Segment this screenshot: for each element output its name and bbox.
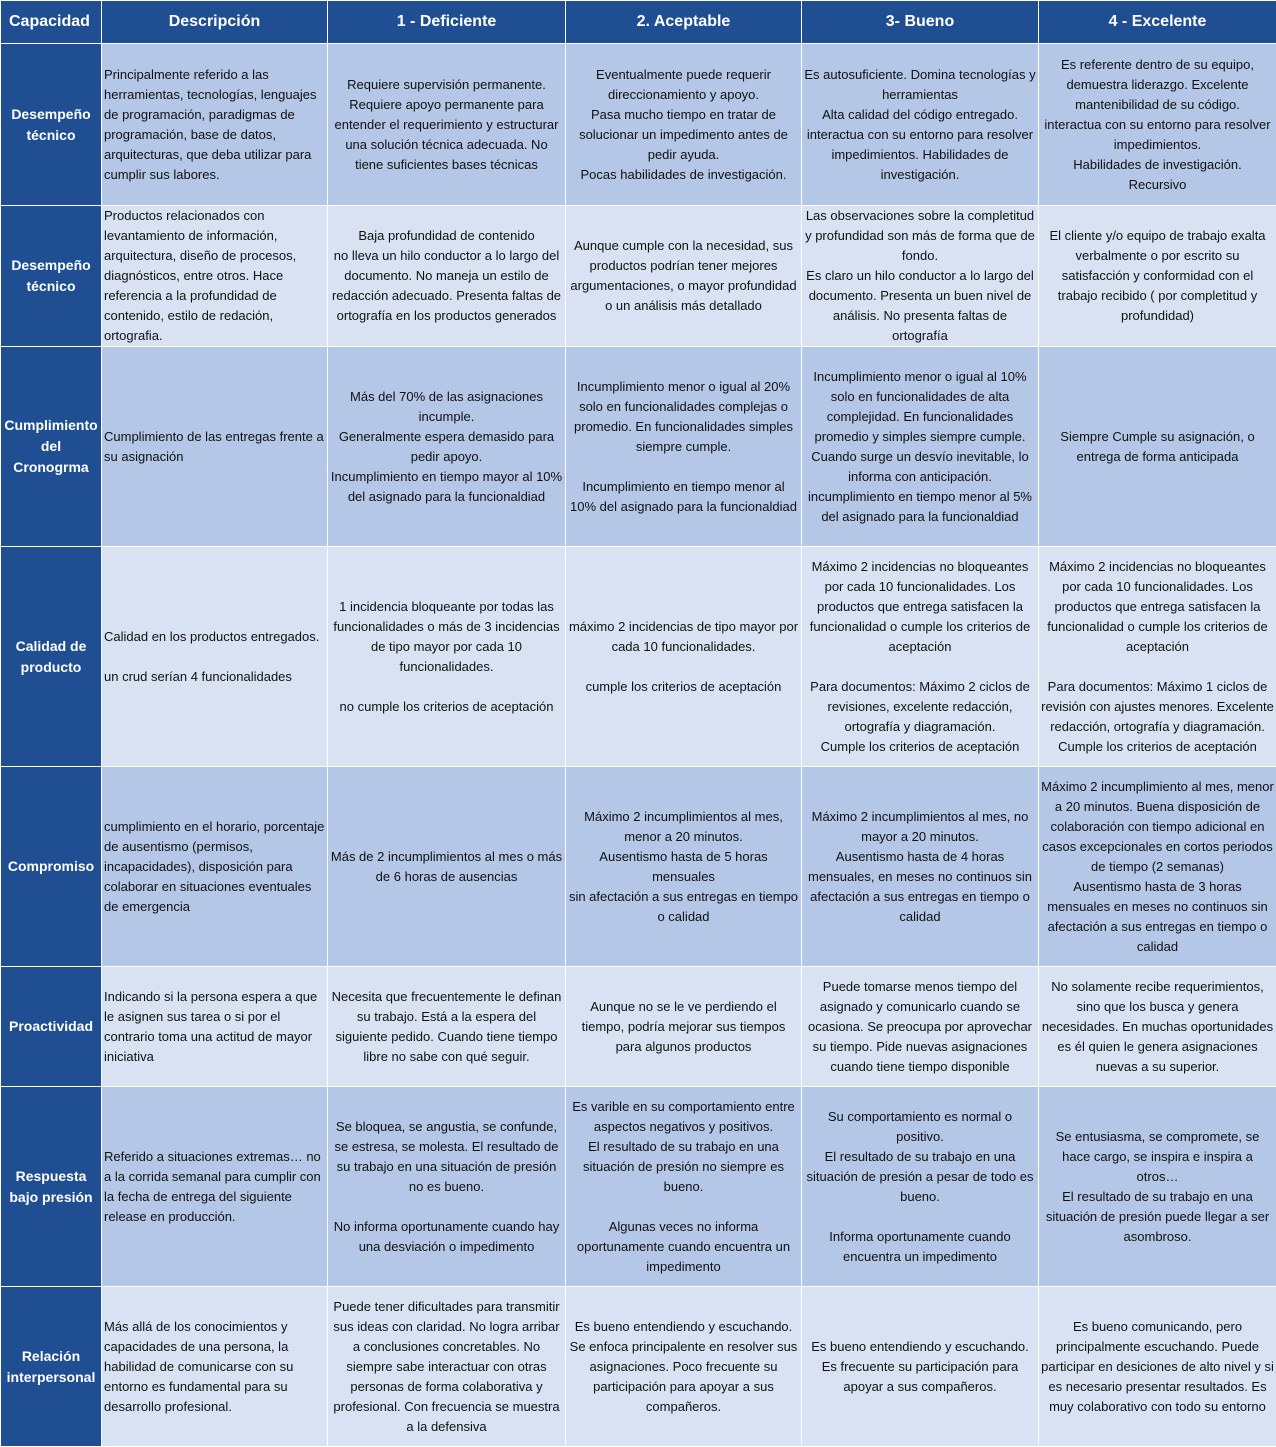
table-row [1,206,1276,347]
level-text: Más de 2 incumplimientos al mes o más de 6 horas de ausencias [330,847,563,887]
table-row [1,1287,1276,1447]
capacity-cell [1,347,102,547]
level-text: Las observaciones sobre la completitud y profundidad son más de forma que de fondo. Es claro un hilo conductor a lo largo del documento. Presenta un buen nivel de análisis. No presenta faltas de ortografía [804,206,1036,346]
level-aceptable-cell [566,1287,802,1447]
level-text: Requiere supervisión permanente. Requiere apoyo permanente para entender el requerimiento y estructurar una solución técnica adecuada. No tiene suficientes bases técnicas [330,75,563,175]
level-text: Es autosuficiente. Domina tecnologías y herramientas Alta calidad del código entregado. interactua con su entorno para resolver impedimientos. Habilidades de investigación. [804,65,1036,185]
header-deficiente: 1 - Deficiente [328,1,566,44]
level-text: Se bloquea, se angustia, se confunde, se estresa, se molesta. El resultado de su trabajo en una situación de presión no es bueno. No informa oportunamente cuando hay una desviación o impedimento [330,1117,563,1257]
capacity-cell [1,1087,102,1287]
level-excelente-cell [1039,347,1276,547]
description-text: Indicando si la persona espera a que le asignen sus tarea o si por el contrario toma una actitud de mayor iniciativa [104,987,325,1067]
level-text: Su comportamiento es normal o positivo. El resultado de su trabajo en una situación de presión a pesar de todo es bueno. Informa oportunamente cuando encuentra un impedimento [804,1107,1036,1267]
level-excelente-cell [1039,44,1276,206]
level-aceptable-cell [566,967,802,1087]
capacity-label: Relación interpersonal [3,1346,99,1388]
header-row [1,1,1276,44]
table-row [1,1087,1276,1287]
level-bueno-cell [802,206,1039,347]
description-text: Cumplimiento de las entregas frente a su asignación [104,427,325,467]
level-text: Incumplimiento menor o igual al 20% solo en funcionalidades complejas o promedio. En funcionalidades simples siempre cumple. Incumplimiento en tiempo menor al 10% del asignado para la funcionaldiad [568,377,799,517]
level-text: Es bueno entendiendo y escuchando. Se enfoca principalente en resolver sus asignaciones. Poco frecuente su participación para apoyar a sus compañeros. [568,1317,799,1417]
level-text: Puede tener dificultades para transmitir sus ideas con claridad. No logra arribar a conclusiones concretables. No siempre sabe interactuar con otras personas de forma colaborativa y profesional. Con frecuencia se muestra a la defensiva [330,1297,563,1437]
capacity-label: Cumplimiento del Cronogrma [3,415,99,478]
level-text: El cliente y/o equipo de trabajo exalta verbalmente o por escrito su satisfacción y conformidad con el trabajo recibido ( por completitud y profundidad) [1041,226,1274,326]
capacity-label: Proactividad [3,1016,99,1037]
level-text: Es referente dentro de su equipo, demuestra liderazgo. Excelente mantenibilidad de su código. interactua con su entorno para resolver impedimientos. Habilidades de investigación. Recursivo [1041,55,1274,195]
level-text: 1 incidencia bloqueante por todas las funcionalidades o más de 3 incidencias de tipo mayor por cada 10 funcionalidades. no cumple los criterios de aceptación [330,597,563,717]
level-text: Máximo 2 incumplimiento al mes, menor a 20 minutos. Buena disposición de colaboración con tiempo adicional en casos excepcionales en cortos periodos de tiempo (2 semanas) Ausentismo hasta de 3 horas mensuales en meses no continuos sin afectación a sus entregas en tiempo o calidad [1041,777,1274,957]
capacity-cell [1,44,102,206]
description-text: Calidad en los productos entregados. un crud serían 4 funcionalidades [104,627,325,687]
table-row [1,967,1276,1087]
level-text: No solamente recibe requerimientos, sino que los busca y genera necesidades. En muchas oportunidades es él quien le genera asignaciones nuevas a su superior. [1041,977,1274,1077]
level-deficiente-cell [328,967,566,1087]
level-text: Necesita que frecuentemente le definan su trabajo. Está a la espera del siguiente pedido. Cuando tiene tiempo libre no sabe con qué seguir. [330,987,563,1067]
level-excelente-cell [1039,767,1276,967]
level-text: Baja profundidad de contenido no lleva un hilo conductor a lo largo del documento. No maneja un estilo de redacción adecuado. Presenta faltas de ortografía en los productos generados [330,226,563,326]
level-bueno-cell [802,347,1039,547]
level-deficiente-cell [328,347,566,547]
level-text: Máximo 2 incidencias no bloqueantes por cada 10 funcionalidades. Los productos que entrega satisfacen la funcionalidad o cumple los criterios de aceptación Para documentos: Máximo 2 ciclos de revisiones, excelente redacción, ortografía y diagramación. Cumple los criterios de aceptación [804,557,1036,757]
level-text: Máximo 2 incumplimientos al mes, menor a 20 minutos. Ausentismo hasta de 5 horas mensuales sin afectación a sus entregas en tiempo o calidad [568,807,799,927]
table-row [1,347,1276,547]
level-bueno-cell [802,767,1039,967]
capacity-cell [1,206,102,347]
level-text: Aunque no se le ve perdiendo el tiempo, podría mejorar sus tiempos para algunos productos [568,997,799,1057]
description-text: Referido a situaciones extremas… no a la corrida semanal para cumplir con la fecha de entrega del siguiente release en producción. [104,1147,325,1227]
level-excelente-cell [1039,1087,1276,1287]
level-text: Es varible en su comportamiento entre aspectos negativos y positivos. El resultado de su trabajo en una situación de presión no siempre es bueno. Algunas veces no informa oportunamente cuando encuentra un impedimento [568,1097,799,1277]
level-deficiente-cell [328,767,566,967]
table-row [1,44,1276,206]
level-deficiente-cell [328,1287,566,1447]
level-deficiente-cell [328,1087,566,1287]
level-deficiente-cell [328,44,566,206]
description-cell [102,1087,328,1287]
level-excelente-cell [1039,547,1276,767]
table-row [1,547,1276,767]
level-excelente-cell [1039,1287,1276,1447]
description-cell [102,767,328,967]
level-text: Aunque cumple con la necesidad, sus productos podrían tener mejores argumentaciones, o mayor profundidad o un análisis más detallado [568,236,799,316]
header-descripcion: Descripción [102,1,328,44]
description-text: cumplimiento en el horario, porcentaje de ausentismo (permisos, incapacidades), disposición para colaborar en situaciones eventuales de emergencia [104,817,325,917]
level-text: Más del 70% de las asignaciones incumple. Generalmente espera demasido para pedir apoyo. Incumplimiento en tiempo mayor al 10% del asignado para la funcionaldiad [330,387,563,507]
capacity-label: Desempeño técnico [3,255,99,297]
description-cell [102,547,328,767]
table-row [1,767,1276,967]
level-aceptable-cell [566,347,802,547]
capacity-label: Calidad de producto [3,636,99,678]
description-text: Productos relacionados con levantamiento de información, arquitectura, diseño de procesos, diagnósticos, entre otros. Hace referencia a la profundidad de contenido, estilo de redación, ortografia. [104,206,325,346]
level-text: Es bueno entendiendo y escuchando. Es frecuente su participación para apoyar a sus compañeros. [804,1337,1036,1397]
level-text: Siempre Cumple su asignación, o entrega de forma anticipada [1041,427,1274,467]
header-capacidad: Capacidad [1,1,102,44]
capacity-label: Respuesta bajo presión [3,1166,99,1208]
description-cell [102,967,328,1087]
header-aceptable: 2. Aceptable [566,1,802,44]
level-bueno-cell [802,547,1039,767]
description-text: Más allá de los conocimientos y capacidades de una persona, la habilidad de comunicarse con su entorno es fundamental para su desarrollo profesional. [104,1317,325,1417]
level-text: Puede tomarse menos tiempo del asignado y comunicarlo cuando se ocasiona. Se preocupa por aprovechar su tiempo. Pide nuevas asignaciones cuando tiene tiempo disponible [804,977,1036,1077]
level-bueno-cell [802,1087,1039,1287]
level-text: Es bueno comunicando, pero principalmente escuchando. Puede participar en desiciones de alto nivel y si es necesario presentar resultados. Es muy colaborativo con todo su entorno [1041,1317,1274,1417]
level-deficiente-cell [328,547,566,767]
description-cell [102,347,328,547]
description-cell [102,44,328,206]
level-bueno-cell [802,44,1039,206]
header-bueno: 3- Bueno [802,1,1039,44]
level-text: Se entusiasma, se compromete, se hace cargo, se inspira e inspira a otros… El resultado de su trabajo en una situación de presión puede llegar a ser asombroso. [1041,1127,1274,1247]
description-text: Principalmente referido a las herramientas, tecnologías, lenguajes de programación, paradigmas de programación, base de datos, arquitecturas, que deba utilizar para cumplir sus labores. [104,65,325,185]
level-aceptable-cell [566,1087,802,1287]
level-aceptable-cell [566,767,802,967]
level-text: Máximo 2 incumplimientos al mes, no mayor a 20 minutos. Ausentismo hasta de 4 horas mensuales, en meses no continuos sin afectación a sus entregas en tiempo o calidad [804,807,1036,927]
capacity-cell [1,1287,102,1447]
level-excelente-cell [1039,206,1276,347]
level-aceptable-cell [566,206,802,347]
level-deficiente-cell [328,206,566,347]
header-excelente: 4 - Excelente [1039,1,1276,44]
level-excelente-cell [1039,967,1276,1087]
capacity-cell [1,967,102,1087]
capacity-label: Compromiso [3,856,99,877]
description-cell [102,1287,328,1447]
level-bueno-cell [802,967,1039,1087]
level-text: Incumplimiento menor o igual al 10% solo en funcionalidades de alta complejidad. En funcionalidades promedio y simples siempre cumple. Cuando surge un desvío inevitable, lo informa con anticipación. incumplimiento en tiempo menor al 5% del asignado para la funcionaldiad [804,367,1036,527]
level-aceptable-cell [566,547,802,767]
capacity-cell [1,767,102,967]
level-text: máximo 2 incidencias de tipo mayor por cada 10 funcionalidades. cumple los criterios de aceptación [568,617,799,697]
level-text: Eventualmente puede requerir direccionamiento y apoyo. Pasa mucho tiempo en tratar de solucionar un impedimento antes de pedir ayuda. Pocas habilidades de investigación. [568,65,799,185]
capacity-cell [1,547,102,767]
description-cell [102,206,328,347]
level-text: Máximo 2 incidencias no bloqueantes por cada 10 funcionalidades. Los productos que entrega satisfacen la funcionalidad o cumple los criterios de aceptación Para documentos: Máximo 1 ciclos de revisión con ajustes menores. Excelente redacción, ortografía y diagramación. Cumple los criterios de aceptación [1041,557,1274,757]
level-bueno-cell [802,1287,1039,1447]
capacity-label: Desempeño técnico [3,104,99,146]
level-aceptable-cell [566,44,802,206]
